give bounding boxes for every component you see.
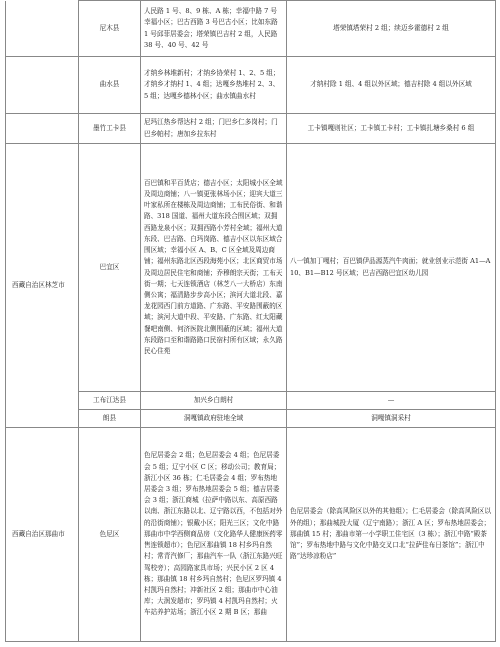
city-cell-blank <box>6 114 79 144</box>
county-cell: 工布江达县 <box>79 392 141 410</box>
medium-risk-cell: 工卡镇嘎则社区；工卡镇工卡村；工卡镇扎塘乡桑村 6 组 <box>287 114 496 144</box>
table-row <box>6 410 496 428</box>
high-risk-cell: 尼玛江热乡帮达村 2 组；门巴乡仁多岗村；门巴乡帕村；唐加乡拉东村 <box>141 114 287 144</box>
county-cell: 朗县 <box>79 410 141 428</box>
table-row <box>6 57 496 114</box>
county-cell: 色尼区 <box>79 428 141 642</box>
medium-risk-cell: — <box>287 392 496 410</box>
city-cell-blank <box>6 1 79 57</box>
medium-risk-cell: 八一镇加丁嘎村；百巴镇伊品源蒸汽牛肉面；就业创业示范街 A1—A10、B1—B12 号区域；巴吉西路巴宜区幼儿园 <box>287 144 496 392</box>
table-row <box>6 428 496 642</box>
county-cell: 巴宜区 <box>79 144 141 392</box>
high-risk-cell: 人民路 1 号、8、9 栋、A 栋；幸福中路 7 号幸福小区；巴古西路 3 号巴古小区；比如东路 1 号邱菲居委会；塔荣镇巴吉村 2 组，人民路 38 号、40 号、42 号 <box>141 1 287 57</box>
medium-risk-cell: 洞嘎镇洞采村 <box>287 410 496 428</box>
table-row <box>6 392 496 410</box>
county-cell: 墨竹工卡县 <box>79 114 141 144</box>
table-row <box>6 114 496 144</box>
county-cell: 尼木县 <box>79 1 141 57</box>
medium-risk-cell: 色尼居委会（除高风险区以外的其他组）；仁毛居委会（除高风险区以外的组）；那曲城投大厦（辽宁南路）；浙江 A 区；罗布热地居委会；那曲镇 15 村；那曲市第一小学职工住宅区（3 栋）；浙江中路“殿茶馆”；罗布热地中路与文化中路交叉口北“拉萨佳布日茶馆”；浙江中路“达珍凉粉店” <box>287 428 496 642</box>
high-risk-cell: 才纳乡林堆新村；才纳乡协荣村 1、2、5 组；才纳乡才纳村 1、4 组；达嘎乡热堆村 2、3、5 组；达嘎乡德林小区；曲水镇曲水村 <box>141 57 287 114</box>
city-cell-blank <box>6 57 79 114</box>
medium-risk-cell: 才纳村除 1 组、4 组以外区域；德吉村除 4 组以外区域 <box>287 57 496 114</box>
city-cell: 西藏自治区林芝市 <box>6 144 79 428</box>
risk-area-table <box>5 0 496 642</box>
high-risk-cell: 洞嘎镇政府驻地全域 <box>141 410 287 428</box>
county-cell: 曲水县 <box>79 57 141 114</box>
high-risk-cell: 加兴乡白朗村 <box>141 392 287 410</box>
table-row <box>6 1 496 57</box>
high-risk-cell: 色尼居委会 2 组；色尼居委会 4 组；色尼居委会 5 组；辽宁小区 C 区；移动公司；教育局；浙江小区 36 栋；仁毛居委会 4 组；罗布热地居委会 3 组；罗布热地居委会 5 组；德吉居委会 3 组；浙江商城（拉萨中路以东、高原西路以南、浙江东路以北、辽宁路以西，不包括对外的沿街商铺）；银戴小区；阳光三区；文化中路那曲市中学西侧商品房（文化路华人健康医药零售连锁超市）；色尼区那曲镇 18 村乡玛自然村；常青汽修厂；那曲汽车一队（浙江东路兴旺驾校旁）；高园路家具市场；兴民小区 2 区 4 栋；那曲镇 18 村乡玛自然村；色尼区罗玛镇 4 村凯玛自然村；冲新社区 2 组；那曲市中心油库；大润发超市；罗玛镇 4 村凯玛自然村；火车站养护站场；浙江小区 2 期 B 区；那曲 <box>141 428 287 642</box>
city-cell: 西藏自治区那曲市 <box>6 428 79 642</box>
high-risk-cell: 百巴镇和平百货店；德吉小区；太阳城小区全域及周边商铺；八一镇更张林场小区；迎宾大道三叶家私所在楼栋及周边商铺；工布民俗街、和谐路、318 国道、福州大道东段合围区域；双拥西路龙泉小区；双拥西路小芳村全域；福州大道东段、巴吉路、白玛岗路、德吉小区以东区域合围区域；幸福小区 A、B、C 区全域及周边商铺；福州东路北区西段海苑小区；北区商贸市场及周边居民住宅和商铺；乔穆朗宗天街；工布天街一期；七天连锁酒店（林芝八一大桥店）东南侧公寓；福清路步步高小区；滨河大道北段、嘉龙花园西门前方道路、广东路、平安路围蔽的区域；滨河大道中段、平安路、广东路、红太阳藏餐吧南侧、何济医院北侧围蔽的区域；福州大道东段路口至和谐路路口民宿村所有区域；永久路民心住苑 <box>141 144 287 392</box>
table-row <box>6 144 496 392</box>
medium-risk-cell: 塔荣镇塔荣村 2 组；续迈乡霍德村 2 组 <box>287 1 496 57</box>
